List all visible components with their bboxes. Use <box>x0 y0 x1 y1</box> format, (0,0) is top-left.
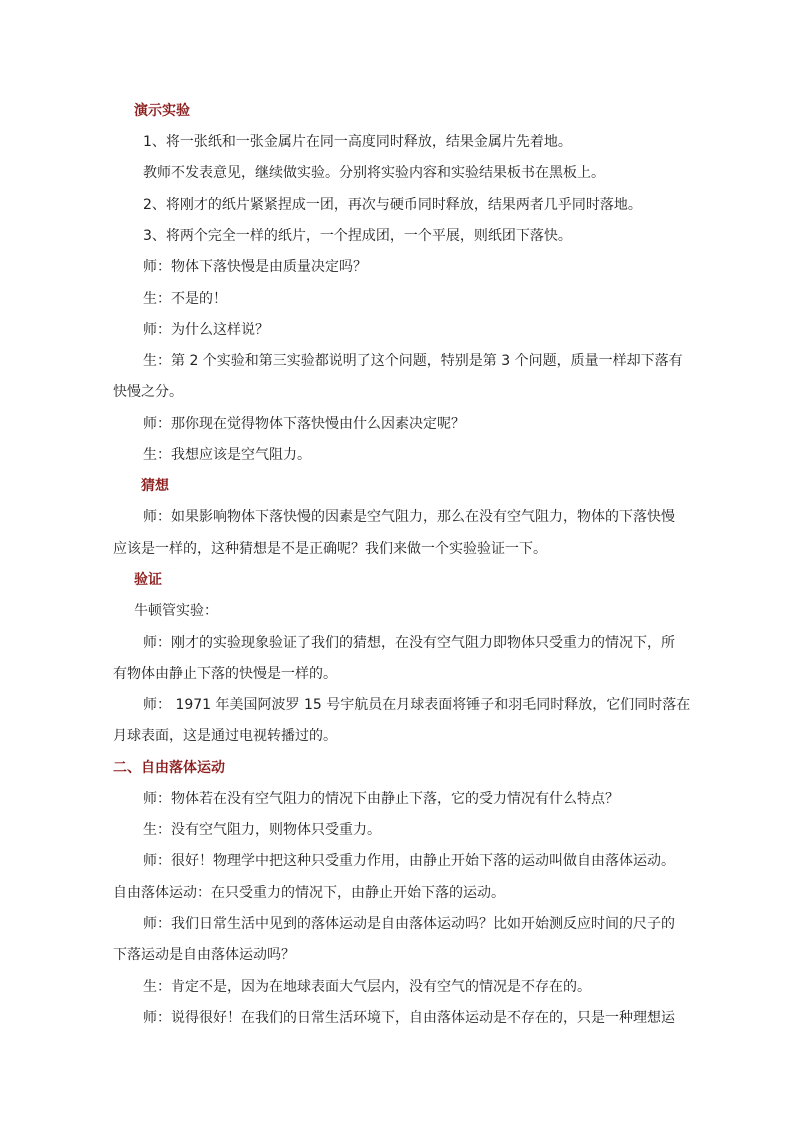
dialogue-line-continuation: 应该是一样的，这种猜想是不是正确呢？我们来做一个实验验证一下。 <box>113 541 547 557</box>
dialogue-line: 生：肯定不是，因为在地球表面大气层内，没有空气的情况是不存在的。 <box>143 979 591 995</box>
dialogue-line-continuation: 月球表面，这是通过电视转播过的。 <box>113 728 337 744</box>
paragraph-line: 1、将一张纸和一张金属片在同一高度同时释放，结果金属片先着地。 <box>143 134 572 150</box>
section-heading-verification: 验证 <box>134 572 162 588</box>
dialogue-line: 师：很好！物理学中把这种只受重力作用，由静止开始下落的运动叫做自由落体运动。 <box>143 853 675 869</box>
dialogue-line-continuation: 有物体由静止下落的快慢是一样的。 <box>113 666 337 682</box>
dialogue-line: 师：我们日常生活中见到的落体运动是自由落体运动吗？比如开始测反应时间的尺子的 <box>143 916 675 932</box>
dialogue-line-continuation: 下落运动是自由落体运动吗？ <box>113 947 295 963</box>
dialogue-line: 生：第 2 个实验和第三实验都说明了这个问题，特别是第 3 个问题，质量一样却下落有 <box>143 353 683 369</box>
definition-line: 自由落体运动：在只受重力的情况下，由静止开始下落的运动。 <box>113 885 505 901</box>
paragraph-line: 3、将两个完全一样的纸片，一个捏成团，一个平展，则纸团下落快。 <box>143 228 572 244</box>
paragraph-line: 牛顿管实验： <box>134 603 218 619</box>
section-heading-hypothesis: 猜想 <box>141 478 169 494</box>
dialogue-line: 师： 1971 年美国阿波罗 15 号宇航员在月球表面将锤子和羽毛同时释放，它们同时落在 <box>143 697 691 713</box>
dialogue-line: 师：物体下落快慢是由质量决定吗？ <box>143 259 367 275</box>
section-heading-demo-experiment: 演示实验 <box>134 103 190 119</box>
paragraph-line: 教师不发表意见，继续做实验。分别将实验内容和实验结果板书在黑板上。 <box>143 165 605 181</box>
dialogue-line: 师：为什么这样说？ <box>143 322 269 338</box>
dialogue-line: 师：那你现在觉得物体下落快慢由什么因素决定呢？ <box>143 416 465 432</box>
section-heading-free-fall: 二、自由落体运动 <box>113 760 225 776</box>
paragraph-line: 2、将刚才的纸片紧紧捏成一团，再次与硬币同时释放，结果两者几乎同时落地。 <box>143 197 642 213</box>
dialogue-line-continuation: 快慢之分。 <box>113 384 183 400</box>
dialogue-line: 生：不是的！ <box>143 291 227 307</box>
dialogue-line: 师：说得很好！在我们的日常生活环境下，自由落体运动是不存在的，只是一种理想运 <box>143 1010 675 1026</box>
dialogue-line: 师：刚才的实验现象验证了我们的猜想，在没有空气阻力即物体只受重力的情况下，所 <box>143 635 675 651</box>
dialogue-line: 师：如果影响物体下落快慢的因素是空气阻力，那么在没有空气阻力，物体的下落快慢 <box>143 509 675 525</box>
dialogue-line: 生：我想应该是空气阻力。 <box>143 447 311 463</box>
dialogue-line: 生：没有空气阻力，则物体只受重力。 <box>143 822 381 838</box>
dialogue-line: 师：物体若在没有空气阻力的情况下由静止下落，它的受力情况有什么特点？ <box>143 791 619 807</box>
